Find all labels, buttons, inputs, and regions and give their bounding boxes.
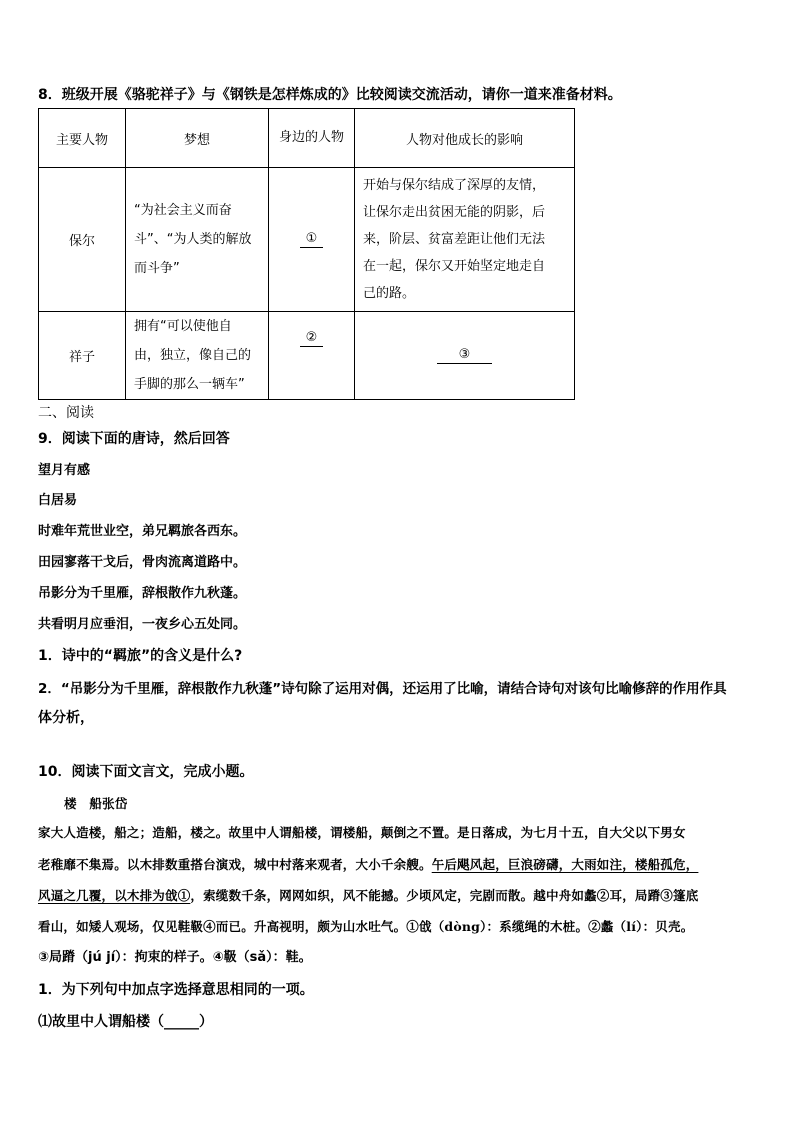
header-dream: 梦想 [126, 109, 269, 168]
poem-line: 田园寥落干戈后，骨肉流离道路中。 [38, 555, 247, 570]
table-row [39, 168, 575, 312]
q10-subquestion: ⑴故里中人谓船楼（_____） [38, 1014, 213, 1030]
answer-blank[interactable]: ① [300, 231, 324, 248]
q9-question: 1．诗中的“羁旅”的含义是什么? [38, 648, 243, 664]
dream-cell [126, 168, 269, 312]
passage-line [38, 855, 698, 873]
influence-cell [355, 168, 575, 312]
dream-line: 拥有“可以使他自 [134, 319, 232, 334]
passage-line: 看山，如矮人观场，仅见鞋靸④而已。升高视明，颇为山水吐气。①戗（dòng）：系缆绳的木桩。②蠡（lí）：贝壳。 [38, 919, 694, 934]
influence-line: 己的路。 [363, 286, 416, 301]
influence-line: 来，阶层、贫富差距让他们无法 [363, 232, 546, 247]
q10-title: 10．阅读下面文言文，完成小题。 [38, 764, 254, 780]
q9-question: 2．“吊影分为千里雁，辞根散作九秋蓬”诗句除了运用对偶，还运用了比喻，请结合诗句对该句比喻修辞的作用作具 [38, 681, 727, 697]
table-header-row [39, 109, 575, 168]
q9-title: 9．阅读下面的唐诗，然后回答 [38, 431, 230, 447]
dream-line: 由，独立，像自己的 [134, 348, 252, 363]
dream-line: 手脚的那么一辆车” [134, 377, 245, 392]
section-heading: 二、阅读 [38, 405, 94, 421]
poem-line: 共看明月应垂泪，一夜乡心五处同。 [38, 617, 247, 632]
poem-line: 时难年荒世业空，弟兄羁旅各西东。 [38, 524, 247, 539]
q8-title: 8．班级开展《骆驼祥子》与《钢铁是怎样炼成的》比较阅读交流活动，请你一道来准备材料。 [38, 87, 622, 103]
dream-line: 而斗争” [134, 261, 180, 276]
person-cell: 祥子 [39, 312, 126, 400]
person-cell: 保尔 [39, 168, 126, 312]
answer-blank[interactable]: ② [300, 330, 324, 347]
table-row [39, 312, 575, 400]
people-cell [269, 168, 355, 312]
poem-title: 望月有感 [38, 463, 91, 478]
header-influence: 人物对他成长的影响 [355, 109, 575, 168]
dream-line: 斗”、“为人类的解放 [134, 232, 252, 247]
passage-underlined-text: 风逼之几覆，以木排为戗① [38, 888, 191, 903]
influence-cell [355, 312, 575, 400]
poem-author: 白居易 [38, 493, 78, 508]
dream-line: “为社会主义而奋 [134, 203, 232, 218]
q9-question-cont: 体分析， [38, 710, 94, 726]
people-cell [269, 312, 355, 400]
q10-question: 1．为下列句中加点字选择意思相同的一项。 [38, 982, 314, 998]
header-person: 主要人物 [39, 109, 126, 168]
influence-line: 开始与保尔结成了深厚的友情， [363, 178, 546, 193]
passage-notes: ③局蹐（jú jí）：拘束的样子。④靸（sǎ）：鞋。 [38, 950, 312, 965]
dream-cell [126, 312, 269, 400]
passage-title: 楼 船张岱 [64, 796, 128, 811]
passage-underlined-text: 午后飓风起，巨浪磅礴，大雨如注，楼船孤危， [431, 857, 699, 872]
comparison-table [38, 108, 575, 400]
influence-line: 在一起，保尔又开始坚定地走自 [363, 259, 546, 274]
passage-text: 老稚靡不集焉。以木排数重搭台演戏，城中村落来观者，大小千余艘。 [38, 857, 432, 872]
passage-line: 家大人造楼，船之；造船，楼之。故里中人谓船楼，谓楼船，颠倒之不置。是日落成，为七月十五，自大父以下男女 [38, 825, 686, 840]
header-people: 身边的人物 [269, 109, 355, 168]
poem-line: 吊影分为千里雁，辞根散作九秋蓬。 [38, 586, 247, 601]
passage-text: ，索缆数千条，网网如织，风不能撼。少顷风定，完剧而散。越中舟如蠡②耳，局蹐③篷底 [190, 888, 699, 903]
passage-line [38, 886, 698, 904]
answer-blank[interactable]: ③ [437, 347, 493, 364]
influence-line: 让保尔走出贫困无能的阴影，后 [363, 205, 546, 220]
